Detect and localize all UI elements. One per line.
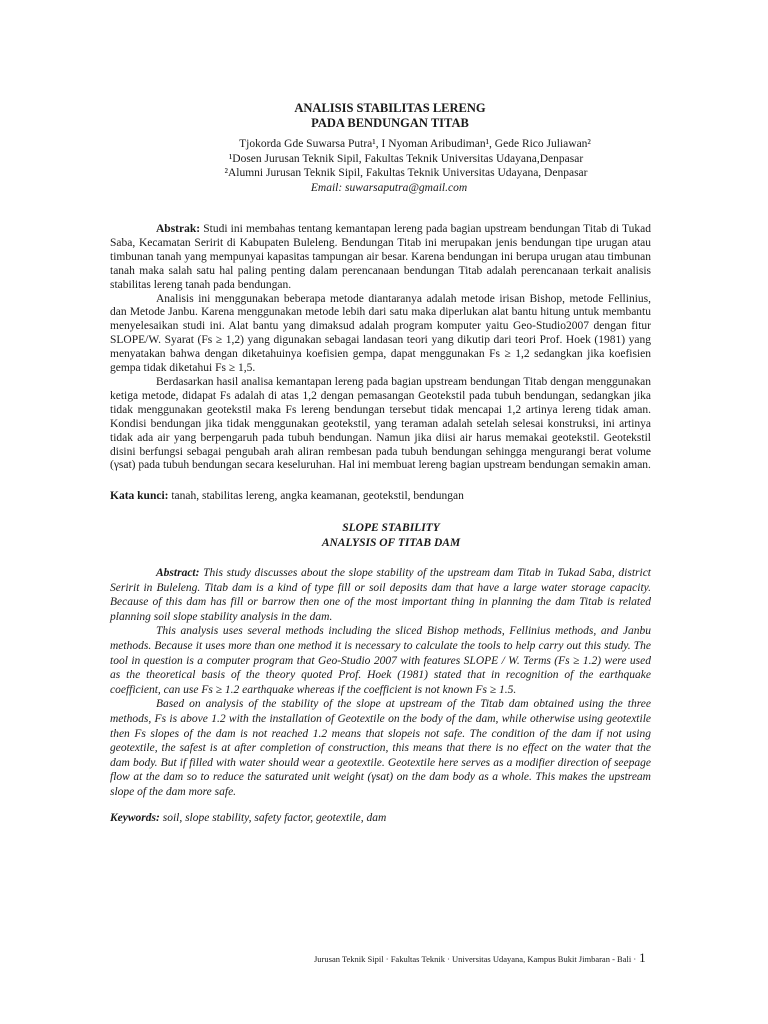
kata-kunci [110,489,651,503]
keywords-label: Keywords: [110,812,160,824]
title-line-2: PADA BENDUNGAN TITAB [311,116,469,130]
abstract-paragraph-2: This analysis uses several methods including the sliced Bishop methods, Fellinius methods, and Janbu methods. Because it uses more than one method it is necessary to calculate the tools to help carry out this study. The tool in question is a computer program that Geo-Studio 2007 with features SLOPE / W. Terms (Fs ≥ 1.2) were used as the theoretical basis of the theory quoted Prof. Hoek (1981) stated that in recognition of the earthquake coefficient, can use Fs ≥ 1.2 earthquake whereas if the coefficient is not known Fs ≥ 1.5. [110,625,651,696]
abstract-paragraph-1 [110,566,651,624]
keywords [110,812,651,824]
author-block [0,137,768,195]
author-email: Email: suwarsaputra@gmail.com [310,181,468,194]
abstrak-paragraph-2: Analisis ini menggunakan beberapa metode diantaranya adalah metode irisan Bishop, metode Fellinius, dan Metode Janbu. Karena menggunakan metode lebih dari satu maka diperlukan alat bantu hitung untuk membantu menyelesaikan studi ini. Alat bantu yang dimaksud adalah program komputer yaitu Geo-Studio2007 dengan fitur SLOPE/W. Syarat (Fs ≥ 1,2) yang digunakan sebagai landasan teori yang dikutip dari teori Prof. Hoek (1981) yang menyatakan bahwa dengan diketahuinya koefisien gempa, dapat menggunakan Fs ≥ 1,2 sedangkan jika koefisien gempa tidak diketahui Fs ≥ 1,5. [110,292,651,375]
abstract-section [110,566,651,800]
title-line-1: ANALISIS STABILITAS LERENG [294,101,486,115]
english-title-line-2: ANALYSIS OF TITAB DAM [321,536,461,549]
english-title-line-1: SLOPE STABILITY [342,522,440,534]
abstract-label: Abstract: [156,567,200,579]
kata-kunci-label: Kata kunci: [110,490,169,502]
paper-title [0,101,768,131]
keywords-text: soil, slope stability, safety factor, geotextile, dam [159,812,387,824]
kata-kunci-text: tanah, stabilitas lereng, angka keamanan, geotekstil, bendungan [168,490,464,502]
affiliation-2: ²Alumni Jurusan Teknik Sipil, Fakultas Teknik Universitas Udayana, Denpasar [224,167,588,179]
affiliation-1: ¹Dosen Jurusan Teknik Sipil, Fakultas Teknik Universitas Udayana,Denpasar [228,152,584,165]
abstrak-paragraph-3: Berdasarkan hasil analisa kemantapan lereng pada bagian upstream bendungan Titab dengan menggunakan ketiga metode, didapat Fs adalah di atas 1,2 dengan pemasangan Geotekstil pada tubuh bendungan, sedangkan jika tidak menggunakan geotekstil maka Fs lereng bendungan tersebut tidak mencapai 1,2 artinya lereng tidak aman. Kondisi bendungan jika tidak menggunakan geotekstil, yang teraman adalah setelah selesai konstruksi, ini artinya tidak ada air yang berpengaruh pada tubuh bendungan. Namun jika diisi air harus memakai geotekstil. Geotekstil disini berfungsi sebagai pengubah arah aliran rembesan pada tubuh bendungan sehingga mengurangi berat volume (γsat) pada tubuh bendungan secara keseluruhan. Hal ini membuat lereng bagian upstream bendungan semakin aman. [110,375,651,472]
abstract-paragraph-3: Based on analysis of the stability of the slope at upstream of the Titab dam obtained using the three methods, Fs is above 1.2 with the installation of Geotextile on the body of the dam, while otherwise using geotextile then Fs slopes of the dam is not reached 1.2 means that slopeis not safe. The condition of the dam if not using geotextile, the safest is at after completion of construction, this means that there is no effect on the water that the dam body. But if filled with water should wear a geotextile. Geotextile here serves as a modifier direction of seepage flow at the dam so to reduce the saturated unit weight (γsat) on the dam body as a whole. This makes the upstream slope of the dam more safe. [110,698,651,798]
page-footer [314,950,674,966]
english-title [0,521,768,550]
page-number: 1 [639,950,646,965]
footer-text: Jurusan Teknik Sipil · Fakultas Teknik · Universitas Udayana, Kampus Bukit Jimbaran - Bali · [314,954,637,964]
abstrak-paragraph-1 [110,223,651,293]
abstrak-label: Abstrak: [156,223,201,235]
author-names: Tjokorda Gde Suwarsa Putra¹, I Nyoman Aribudiman¹, Gede Rico Juliawan² [239,138,591,150]
abstrak-section [110,223,651,473]
abstract-text-1: This study discusses about the slope stability of the upstream dam Titab in Tukad Saba, district Seririt in Buleleng. Titab dam is a kind of type fill or soil deposits dam that have a large water storage capacity. Because of this dam has fill or barrow then one of the most important thing in planning the dam Titab is related planning soil slope stability analysis in the dam. [110,567,651,623]
abstrak-text-1: Studi ini membahas tentang kemantapan lereng pada bagian upstream bendungan Titab di Tukad Saba, Kecamatan Seririt di Kabupaten Buleleng. Bendungan Titab ini merupakan jenis bendungan tipe urugan atau timbunan tanah yang mempunyai kapasitas tampungan air besar. Karena bendungan ini berupa urugan atau timbunan tanah maka salah satu hal paling penting dalam perencanaan bendungan Titab adalah perencanaan terkait analisis stabilitas lereng tanah pada bendungan. [110,223,651,291]
